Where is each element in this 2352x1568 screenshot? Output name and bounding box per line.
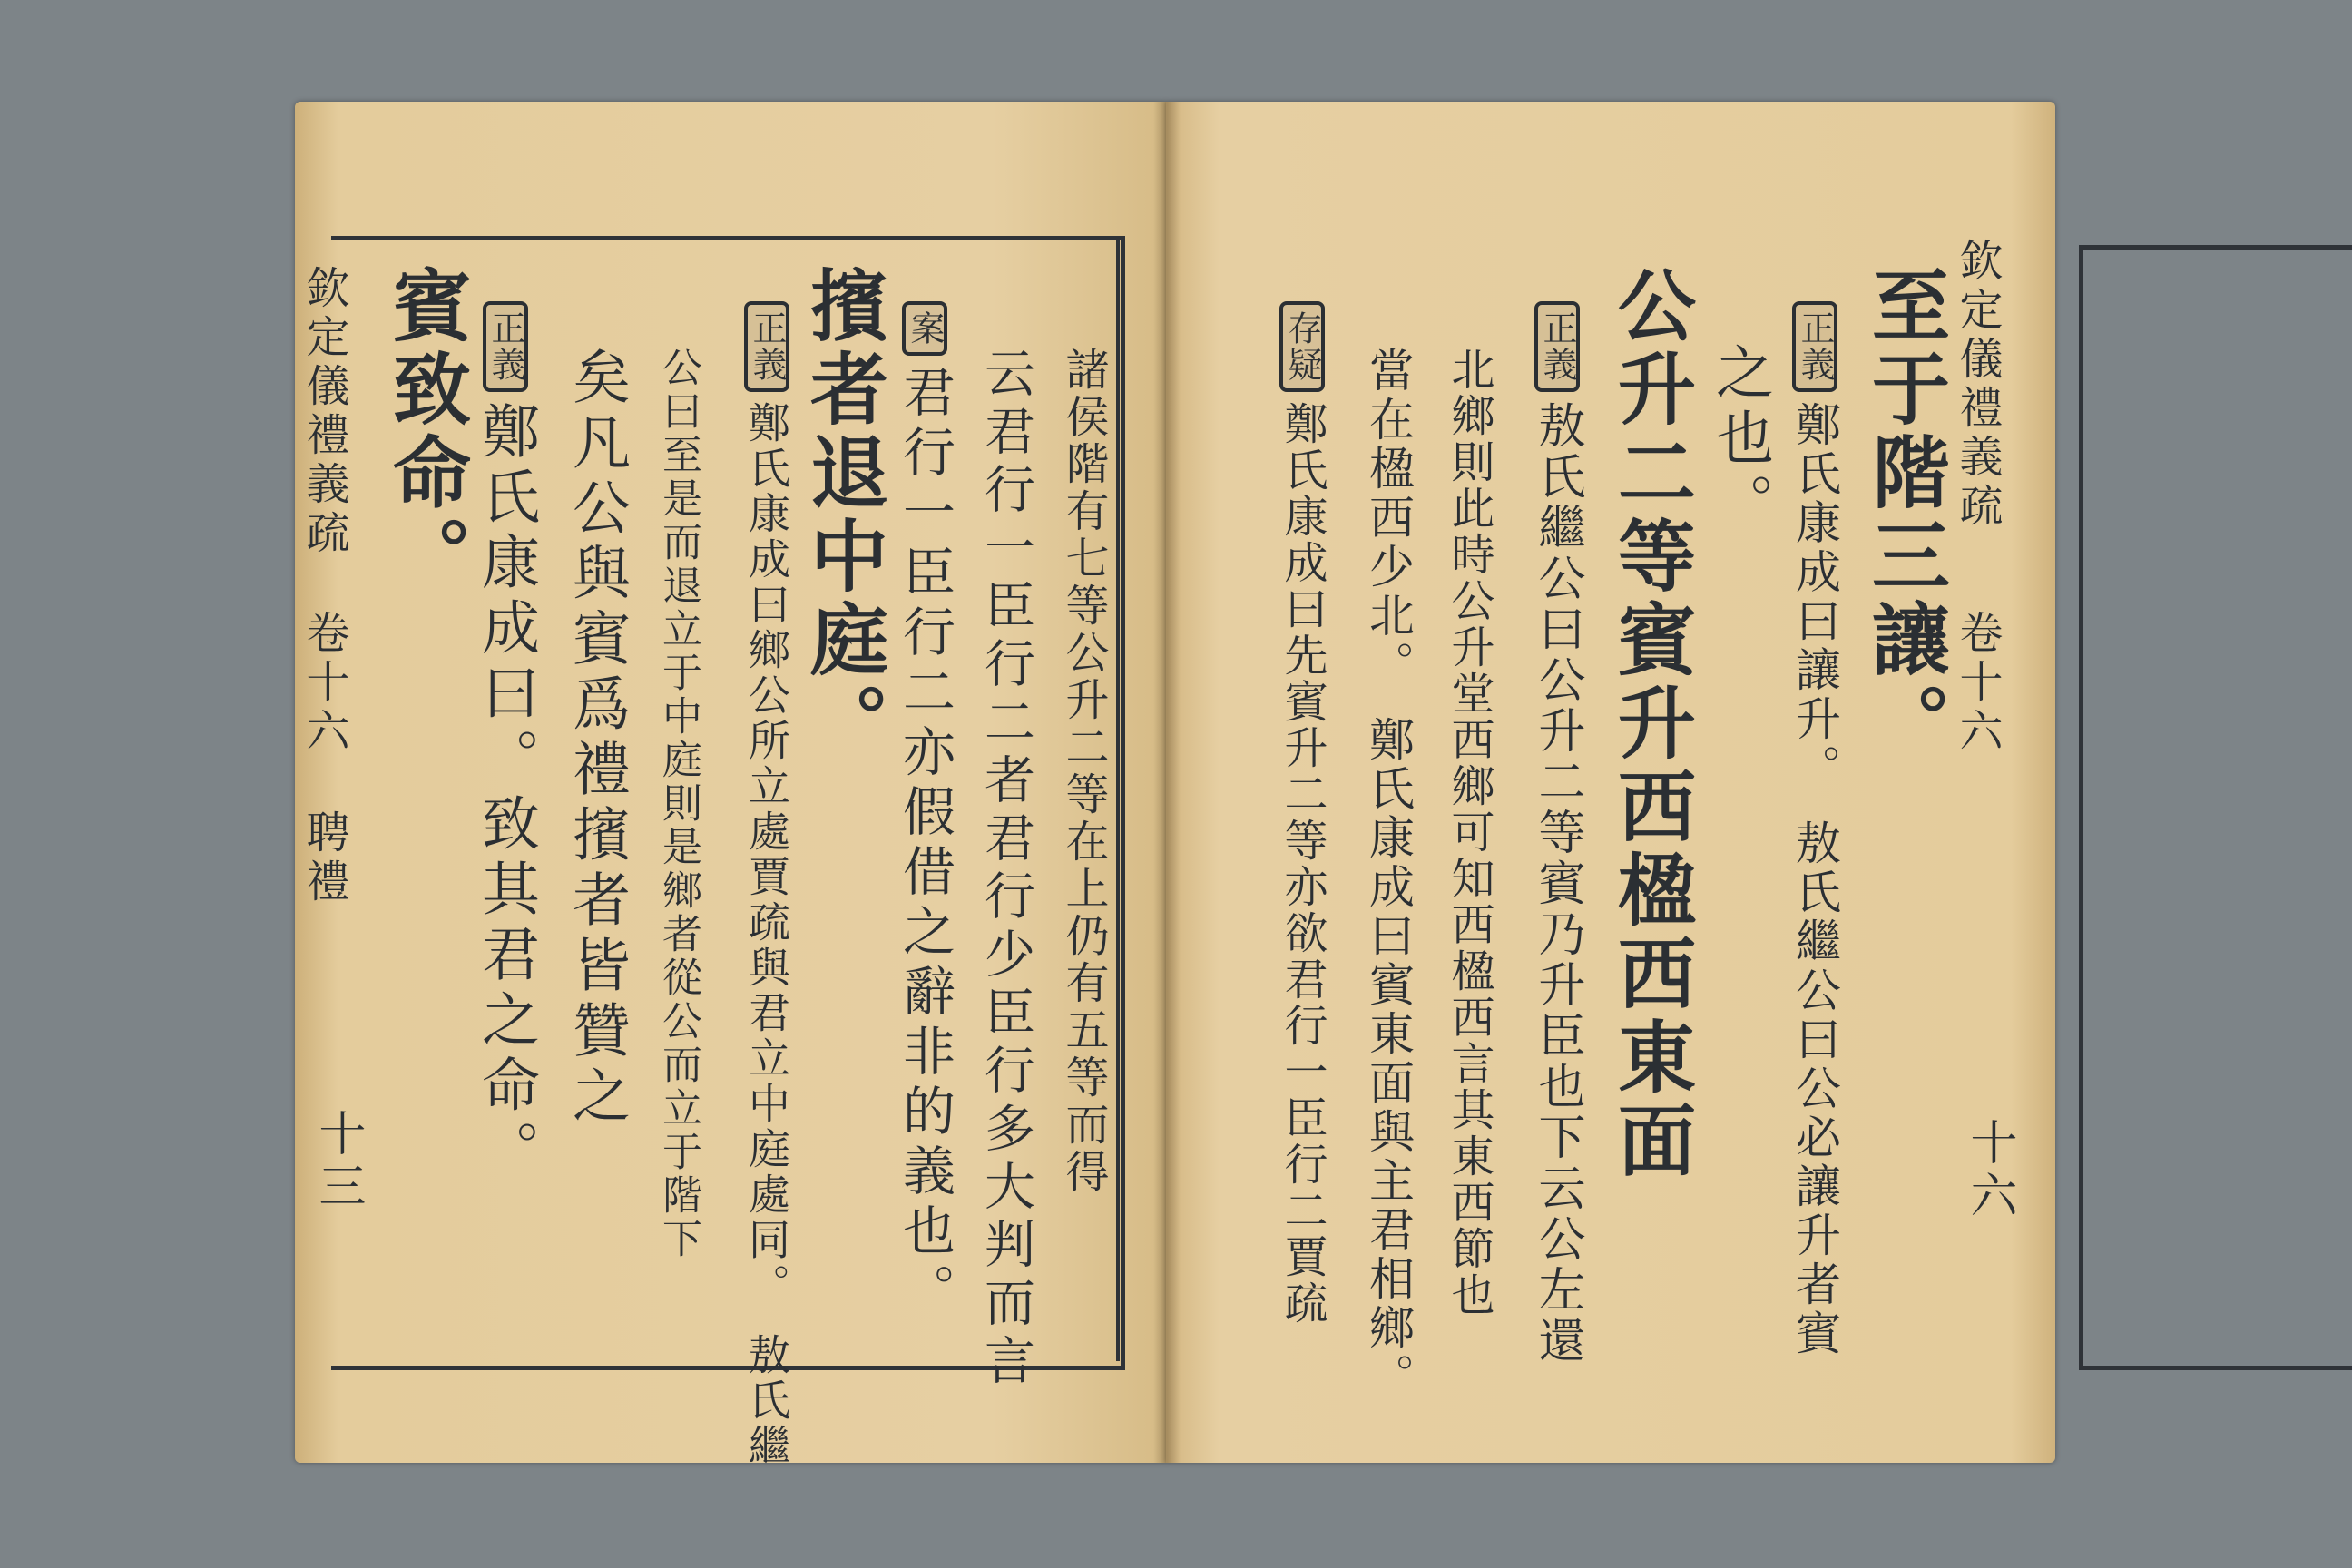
right-col-4: 公升二等賓升西楹西東面 <box>1604 265 1696 1183</box>
right-col-1: 至于階三讓。 <box>1858 265 1950 766</box>
left-side-section: 聘禮 <box>299 809 349 907</box>
left-col-9: 諸侯階有七等公升二等在上仍有五等而得 <box>1058 347 1109 1196</box>
right-side-title: 欽定儀禮義疏 <box>1952 238 2003 532</box>
right-folio: 十六 <box>1962 1118 2016 1223</box>
tag-zhengyi: 正義 <box>483 301 528 392</box>
left-col-7: 案君行一臣行二亦假借之辭非的義也。 <box>898 301 951 1323</box>
left-col-3: 矣凡公與賓爲禮擯者皆贊之 <box>563 347 630 1131</box>
tag-zhengyi: 正義 <box>1534 301 1580 392</box>
right-side-chapter: 卷十六 <box>1952 610 2003 757</box>
left-col-5: 正義鄭氏康成曰鄉公所立處賈疏與君立中庭處同。 敖氏繼 <box>744 301 789 1469</box>
left-col-8: 云君行一臣行二者君行少臣行多大判而言 <box>976 347 1035 1392</box>
right-col-6: 北鄉則此時公升堂西鄉可知西楹西言其東西節也 <box>1444 347 1494 1318</box>
tag-an: 案 <box>902 301 947 356</box>
tag-cunyi: 存疑 <box>1279 301 1325 392</box>
left-side-title: 欽定儀禮義疏 <box>299 265 349 559</box>
right-col-7: 當在楹西少北。 鄭氏康成曰賓東面與主君相鄉。 <box>1362 347 1415 1402</box>
left-page <box>295 102 1166 1469</box>
right-col-3: 之也。 <box>1706 342 1773 538</box>
open-book <box>295 102 2055 1469</box>
right-page-frame <box>2079 245 2352 1370</box>
left-col-2: 正義鄭氏康成曰。致其君之命。 <box>476 301 534 1185</box>
right-col-5: 正義敖氏繼公曰公升二等賓乃升臣也下云公左還 <box>1534 301 1581 1367</box>
tag-zhengyi: 正義 <box>1792 301 1838 392</box>
left-side-chapter: 卷十六 <box>299 610 349 757</box>
tag-zhengyi: 正義 <box>744 301 789 392</box>
right-col-8: 存疑鄭氏康成曰先賓升二等亦欲君行一臣行二賈疏 <box>1279 301 1325 1327</box>
left-margin-rule <box>1116 236 1120 1361</box>
left-folio: 十三 <box>310 1109 365 1214</box>
left-col-6: 擯者退中庭。 <box>797 265 888 766</box>
left-col-1: 賓致命。 <box>379 265 471 599</box>
right-col-2: 正義鄭氏康成曰讓升。 敖氏繼公曰公必讓升者賓 <box>1792 301 1838 1358</box>
book-gutter <box>1153 102 1181 1463</box>
left-col-4: 公曰至是而退立于中庭則是鄉者從公而立于階下 <box>655 347 701 1261</box>
